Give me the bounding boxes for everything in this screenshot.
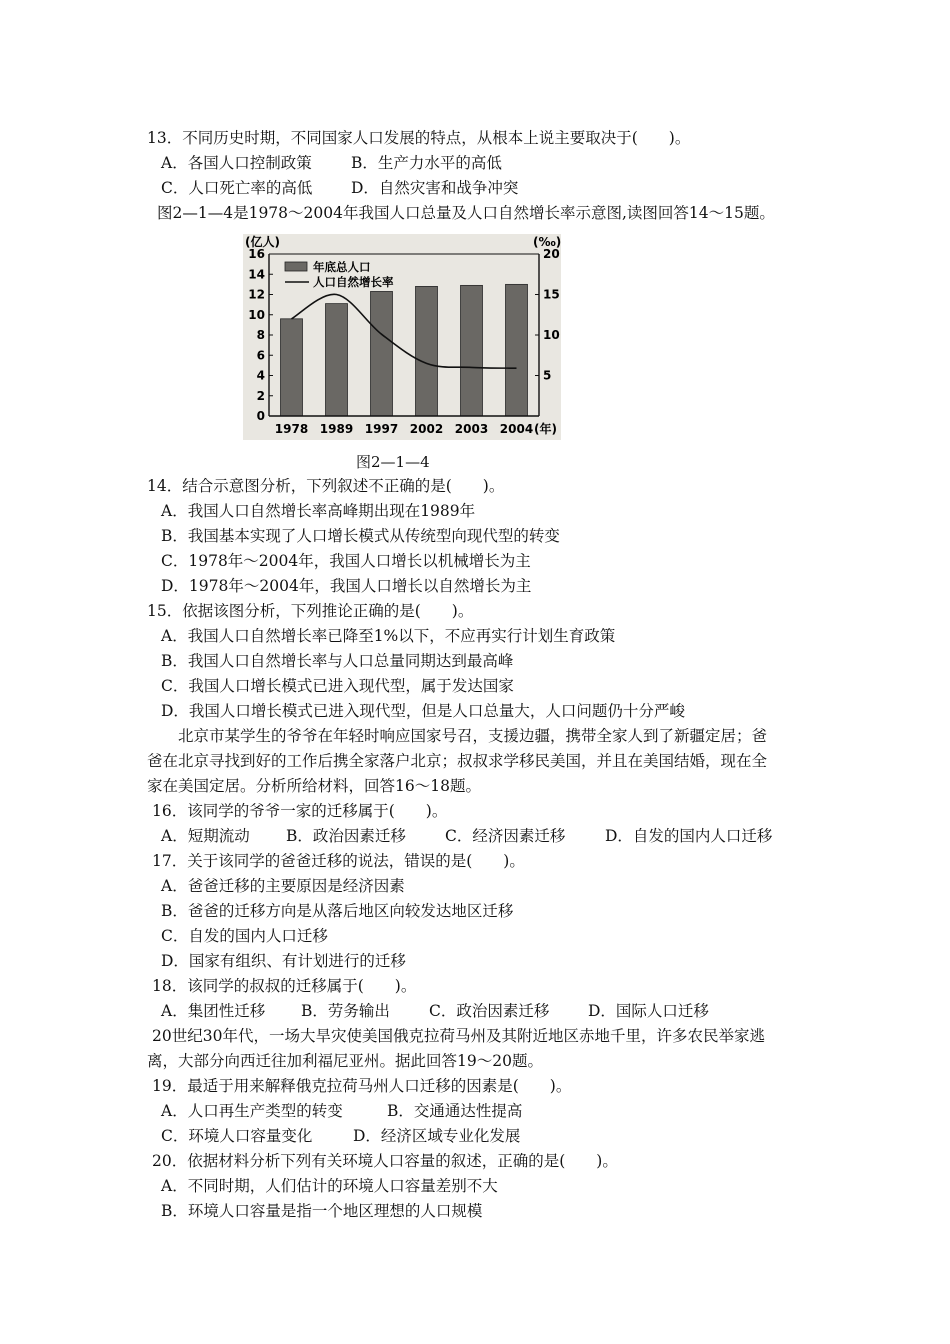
right-tick-label: 20 <box>543 247 560 261</box>
y-right-label: (‰) <box>533 235 561 249</box>
q16-option-c: C．经济因素迁移 <box>445 827 566 845</box>
right-tick-label: 15 <box>543 287 560 302</box>
q19-option-b: B．交通通达性提高 <box>387 1102 523 1120</box>
q19-stem: 19．最适于用来解释俄克拉荷马州人口迁移的因素是( )。 <box>152 1077 572 1095</box>
q14-option-d: D．1978年～2004年，我国人口增长以自然增长为主 <box>161 577 532 595</box>
left-tick-label: 10 <box>248 307 265 322</box>
q14-option-b: B．我国基本实现了人口增长模式从传统型向现代型的转变 <box>161 527 560 545</box>
q15-option-d: D．我国人口增长模式已进入现代型，但是人口总量大，人口问题仍十分严峻 <box>161 702 685 720</box>
left-tick-label: 0 <box>256 409 265 423</box>
q19-option-a: A．人口再生产类型的转变 <box>161 1102 343 1120</box>
left-tick-label: 8 <box>256 328 265 342</box>
legend-bar-swatch <box>285 262 307 271</box>
left-tick-label: 12 <box>248 287 265 302</box>
bar-2004 <box>506 284 528 416</box>
q15-option-a: A．我国人口自然增长率已降至1%以下，不应再实行计划生育政策 <box>161 627 616 645</box>
q18-option-a: A．集团性迁移 <box>161 1002 266 1020</box>
q13-option-a: A．各国人口控制政策 <box>161 154 312 172</box>
q19-options-row2 <box>161 1126 520 1146</box>
q13-options-row2 <box>161 178 518 198</box>
population-chart-svg <box>243 234 561 440</box>
left-tick-label: 6 <box>256 348 265 363</box>
x-label-1997: 1997 <box>364 422 399 436</box>
legend-bar-label: 年底总人口 <box>313 260 371 274</box>
q19-option-c: C．环境人口容量变化 <box>161 1127 313 1145</box>
q19-option-d: D．经济区域专业化发展 <box>353 1127 521 1145</box>
q16-options <box>161 826 772 846</box>
bar-1997 <box>371 291 393 416</box>
q18-option-c: C．政治因素迁移 <box>429 1002 550 1020</box>
legend-line-label: 人口自然增长率 <box>313 275 394 289</box>
q15-option-b: B．我国人口自然增长率与人口总量同期达到最高峰 <box>161 652 514 670</box>
q14-option-a: A．我国人口自然增长率高峰期出现在1989年 <box>161 502 476 520</box>
bar-2003 <box>461 285 483 416</box>
q16-stem: 16．该同学的爷爷一家的迁移属于( )。 <box>152 802 448 820</box>
q18-option-d: D．国际人口迁移 <box>588 1002 709 1020</box>
q20-option-a: A．不同时期，人们估计的环境人口容量差别不大 <box>161 1177 498 1195</box>
q14-stem: 14．结合示意图分析，下列叙述不正确的是( )。 <box>147 477 505 495</box>
right-tick-label: 5 <box>543 368 552 383</box>
q18-options <box>161 1001 709 1021</box>
intro-14-15: 图2—1—4是1978～2004年我国人口总量及人口自然增长率示意图,读图回答14～15题。 <box>157 204 775 222</box>
q20-stem: 20．依据材料分析下列有关环境人口容量的叙述，正确的是( )。 <box>152 1152 618 1170</box>
x-label-2003: 2003 <box>454 422 489 436</box>
bar-2002 <box>416 286 438 416</box>
right-tick-label: 10 <box>543 328 560 342</box>
q13-option-c: C．人口死亡率的高低 <box>161 179 313 197</box>
x-unit-label: (年) <box>534 422 557 436</box>
q15-stem: 15．依据该图分析，下列推论正确的是( )。 <box>147 602 474 620</box>
q13-option-b: B．生产力水平的高低 <box>351 154 502 172</box>
passage-16-18-line2: 爸在北京寻找到好的工作后携全家落户北京；叔叔求学移民美国，并且在美国结婚，现在全 <box>147 752 768 770</box>
q16-option-b: B．政治因素迁移 <box>286 827 406 845</box>
x-label-1978: 1978 <box>274 422 309 436</box>
q16-option-d: D．自发的国内人口迁移 <box>605 827 773 845</box>
q18-stem: 18．该同学的叔叔的迁移属于( )。 <box>152 977 417 995</box>
bar-1989 <box>326 304 348 416</box>
q17-stem: 17．关于该同学的爸爸迁移的说法，错误的是( )。 <box>152 852 525 870</box>
q14-option-c: C．1978年～2004年，我国人口增长以机械增长为主 <box>161 552 531 570</box>
q13-stem: 13．不同历史时期，不同国家人口发展的特点，从根本上说主要取决于( )。 <box>147 129 691 147</box>
q13-option-d: D．自然灾害和战争冲突 <box>351 179 519 197</box>
left-tick-label: 2 <box>256 388 265 403</box>
passage-19-20-line2: 离，大部分向西迁往加利福尼亚州。据此回答19～20题。 <box>147 1052 543 1070</box>
q17-option-d: D．国家有组织、有计划进行的迁移 <box>161 952 406 970</box>
x-label-2004: 2004 <box>499 422 534 436</box>
figure-caption: 图2—1—4 <box>356 453 430 471</box>
q13-options-row1 <box>161 153 502 173</box>
left-tick-label: 14 <box>248 267 265 282</box>
left-tick-label: 4 <box>256 368 265 383</box>
q20-option-b: B．环境人口容量是指一个地区理想的人口规模 <box>161 1202 483 1220</box>
passage-16-18-line3: 家在美国定居。分析所给材料，回答16～18题。 <box>147 777 481 795</box>
q17-option-a: A．爸爸迁移的主要原因是经济因素 <box>161 877 405 895</box>
bar-1978 <box>281 319 303 416</box>
q16-option-a: A．短期流动 <box>161 827 250 845</box>
x-label-2002: 2002 <box>409 422 444 436</box>
q17-option-c: C．自发的国内人口迁移 <box>161 927 328 945</box>
y-left-label: (亿人) <box>245 235 280 249</box>
q17-option-b: B．爸爸的迁移方向是从落后地区向较发达地区迁移 <box>161 902 514 920</box>
q19-options-row1 <box>161 1101 522 1121</box>
left-tick-label: 16 <box>248 247 265 261</box>
q18-option-b: B．劳务输出 <box>301 1002 390 1020</box>
x-label-1989: 1989 <box>319 422 354 436</box>
passage-19-20-line1: 20世纪30年代，一场大旱灾使美国俄克拉荷马州及其附近地区赤地千里，许多农民举家逃 <box>152 1027 765 1045</box>
population-chart <box>243 234 561 440</box>
passage-16-18-line1: 北京市某学生的爷爷在年轻时响应国家号召，支援边疆，携带全家人到了新疆定居；爸 <box>178 727 768 745</box>
q15-option-c: C．我国人口增长模式已进入现代型，属于发达国家 <box>161 677 514 695</box>
